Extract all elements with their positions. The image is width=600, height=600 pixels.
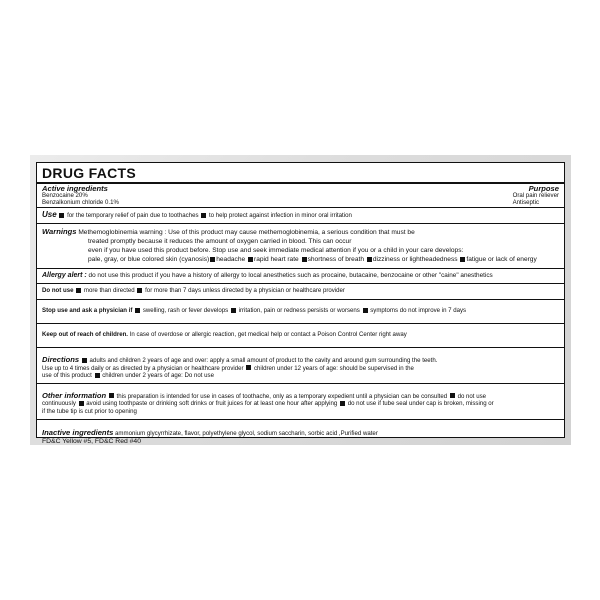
active-ingredient-1: Benzocaine 20%	[42, 192, 88, 199]
other-item-3: avoid using toothpaste or drinking soft drinks or fruit juices for at least one hour after applying	[86, 400, 338, 408]
bullet	[210, 257, 215, 262]
drug-facts-label	[36, 162, 565, 445]
directions-item-1: adults and children 2 years of age and over: apply a small amount of product to the cavity and around gum surrounding the teeth.	[89, 357, 438, 364]
other-item-4: do not use if tube seal under cap is broken, missing or	[347, 400, 494, 408]
warnings-section	[37, 224, 564, 269]
bullet	[460, 257, 465, 262]
directions-item-2: children under 12 years of age: should be supervised in the	[253, 364, 414, 372]
bullet	[79, 401, 84, 406]
other-line-3: if the tube tip is cut prior to opening	[42, 407, 137, 415]
warnings-heading: Warnings	[42, 227, 77, 236]
symptom-3: shortness of breath	[307, 256, 365, 263]
other-item-2: do not use	[457, 392, 487, 400]
directions-line-3: use of this product	[42, 372, 92, 380]
stop-use-item-2: irritation, pain or redness persists or worsens	[238, 307, 360, 314]
stop-use-section	[37, 300, 564, 324]
warnings-line-4: pale, gray, or blue colored skin (cyanosis)	[88, 256, 210, 263]
bullet	[76, 288, 81, 293]
use-item-2: to help protect against infection in minor oral irritation	[208, 212, 352, 219]
inactive-ingredients-text: ammonium glycyrrhizate, flavor, polyethylene glycol, sodium saccharin, sorbic acid ,Purified water	[115, 429, 378, 437]
symptom-1: headache	[216, 256, 246, 263]
symptom-5: fatigue or lack of energy	[466, 256, 537, 263]
bullet	[340, 401, 345, 406]
keep-out-heading: Keep out of reach of children.	[42, 331, 128, 338]
purpose-1: Oral pain reliever	[512, 192, 559, 199]
symptom-4: dizziness or lightheadedness	[372, 256, 458, 263]
bullet	[246, 365, 251, 370]
bullet	[248, 257, 253, 262]
directions-line-2: Use up to 4 times daily or as directed by a physician or healthcare provider	[42, 364, 244, 372]
bullet	[137, 288, 142, 293]
bullet	[302, 257, 307, 262]
warnings-line-1: Methemoglobinemia warning : Use of this product may cause methemoglobinemia, a serious condition that must be	[78, 229, 415, 236]
inactive-ingredients-section	[37, 420, 564, 448]
purpose-2: Antiseptic	[512, 199, 539, 206]
stop-use-item-3: symptoms do not improve in 7 days	[370, 307, 467, 314]
warnings-line-3: even if you have used this product before. Stop use and seek immediate medical attention if you or a child in your care develops:	[88, 247, 464, 254]
do-not-use-heading: Do not use	[42, 287, 74, 294]
allergy-heading: Allergy alert :	[42, 272, 87, 279]
other-line-2: continuously	[42, 400, 76, 408]
keep-out-section	[37, 324, 564, 348]
active-ingredients-section	[37, 184, 564, 208]
other-information-heading: Other information	[42, 390, 107, 400]
directions-heading: Directions	[42, 355, 80, 364]
do-not-use-section	[37, 284, 564, 300]
active-ingredients-heading: Active ingredients	[42, 184, 108, 193]
keep-out-text: In case of overdose or allergic reaction, get medical help or contact a Poison Control Center right away	[129, 331, 407, 338]
label-title: DRUG FACTS	[37, 163, 564, 184]
symptom-2: rapid heart rate	[254, 256, 299, 263]
use-heading: Use	[42, 210, 57, 219]
bullet	[95, 373, 100, 378]
warnings-line-2: treated promptly because it reduces the amount of oxygen carried in blood. This can occur	[88, 238, 352, 245]
other-information-section	[37, 384, 564, 420]
label-backing	[30, 155, 571, 445]
bullet	[231, 308, 236, 313]
do-not-use-item-2: for more than 7 days unless directed by a physician or healthcare provider	[145, 287, 345, 294]
inactive-ingredients-heading: Inactive ingredients	[42, 427, 114, 437]
allergy-section	[37, 269, 564, 284]
do-not-use-item-1: more than directed	[83, 287, 135, 294]
bullet	[363, 308, 368, 313]
use-item-1: for the temporary relief of pain due to toothaches	[67, 212, 199, 219]
stop-use-heading: Stop use and ask a physician if	[42, 307, 133, 314]
bullet	[135, 308, 140, 313]
inactive-ingredients-line-2: FD&C Yellow #5, FD&C Red #40	[42, 437, 141, 445]
bullet	[450, 393, 455, 398]
use-section	[37, 208, 564, 224]
bullet	[367, 257, 372, 262]
other-item-1: this preparation is intended for use in cases of toothache, only as a temporary expedient until a physician can be consulted	[116, 392, 448, 400]
purpose-heading: Purpose	[528, 184, 559, 193]
active-ingredient-2: Benzalkonium chloride 0.1%	[42, 199, 119, 206]
bullet	[201, 213, 206, 218]
stop-use-item-1: swelling, rash or fever develops	[142, 307, 229, 314]
bullet	[59, 213, 64, 218]
bullet	[82, 358, 87, 363]
directions-section	[37, 348, 564, 384]
directions-item-3: children under 2 years of age: Do not use	[102, 372, 214, 380]
allergy-text: do not use this product if you have a history of allergy to local anesthetics such as procaine, butacaine, benzocaine or other "caine" anesthetics	[88, 272, 493, 279]
bullet	[109, 393, 114, 398]
